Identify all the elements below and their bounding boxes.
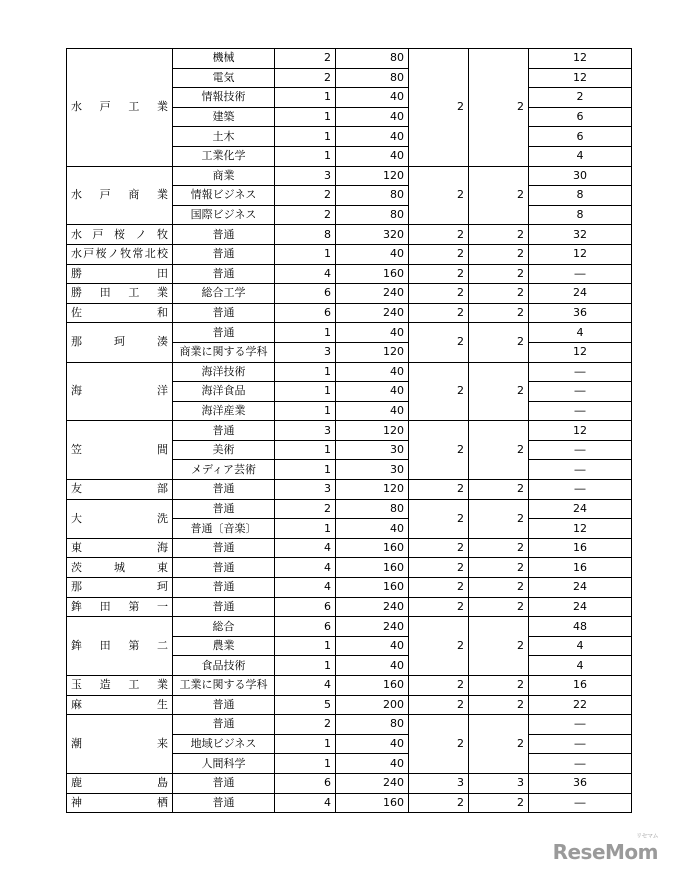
department-cell: 総合工学 (173, 284, 275, 304)
classes-cell: 1 (275, 127, 336, 147)
value-a-cell: 2 (409, 793, 469, 813)
value-c-cell: 24 (529, 284, 632, 304)
value-a-cell: 2 (409, 49, 469, 167)
value-c-cell: 12 (529, 519, 632, 539)
capacity-cell: 40 (336, 146, 409, 166)
school-name-cell: 海 洋 (67, 362, 173, 421)
school-name-cell: 潮 来 (67, 715, 173, 774)
value-b-cell: 2 (469, 480, 529, 500)
capacity-cell: 120 (336, 166, 409, 186)
capacity-cell: 240 (336, 597, 409, 617)
value-c-cell: 12 (529, 421, 632, 441)
department-cell: 建築 (173, 107, 275, 127)
department-cell: 普通 (173, 303, 275, 323)
classes-cell: 3 (275, 342, 336, 362)
value-b-cell: 2 (469, 303, 529, 323)
department-cell: 地域ビジネス (173, 734, 275, 754)
capacity-cell: 80 (336, 68, 409, 88)
value-b-cell: 2 (469, 225, 529, 245)
classes-cell: 2 (275, 715, 336, 735)
value-c-cell: ― (529, 382, 632, 402)
capacity-cell: 40 (336, 656, 409, 676)
department-cell: 食品技術 (173, 656, 275, 676)
table-row (67, 499, 632, 519)
capacity-cell: 160 (336, 264, 409, 284)
table-row (67, 597, 632, 617)
capacity-cell: 40 (336, 323, 409, 343)
table-row (67, 284, 632, 304)
value-c-cell: 48 (529, 617, 632, 637)
department-cell: 美術 (173, 440, 275, 460)
capacity-cell: 80 (336, 186, 409, 206)
classes-cell: 6 (275, 773, 336, 793)
value-c-cell: ― (529, 734, 632, 754)
department-cell: 機械 (173, 49, 275, 69)
school-name-cell: 那 珂 (67, 578, 173, 598)
value-c-cell: 12 (529, 244, 632, 264)
value-c-cell: 2 (529, 88, 632, 108)
table-row (67, 225, 632, 245)
classes-cell: 1 (275, 244, 336, 264)
value-b-cell: 2 (469, 676, 529, 696)
value-a-cell: 2 (409, 617, 469, 676)
table-row (67, 244, 632, 264)
department-cell: 商業に関する学科 (173, 342, 275, 362)
capacity-cell: 160 (336, 578, 409, 598)
table-row (67, 421, 632, 441)
value-a-cell: 2 (409, 480, 469, 500)
value-c-cell: 4 (529, 656, 632, 676)
capacity-cell: 40 (336, 362, 409, 382)
department-cell: 普通〔音楽〕 (173, 519, 275, 539)
value-c-cell: 32 (529, 225, 632, 245)
value-b-cell: 2 (469, 264, 529, 284)
classes-cell: 4 (275, 578, 336, 598)
value-a-cell: 2 (409, 578, 469, 598)
value-a-cell: 2 (409, 538, 469, 558)
school-name-cell: 水 戸 商 業 (67, 166, 173, 225)
school-name-cell: 那 珂 湊 (67, 323, 173, 362)
value-b-cell: 2 (469, 323, 529, 362)
value-c-cell: 6 (529, 127, 632, 147)
value-a-cell: 2 (409, 715, 469, 774)
classes-cell: 4 (275, 538, 336, 558)
classes-cell: 1 (275, 323, 336, 343)
classes-cell: 2 (275, 186, 336, 206)
value-b-cell: 2 (469, 362, 529, 421)
capacity-cell: 80 (336, 715, 409, 735)
department-cell: 普通 (173, 578, 275, 598)
value-b-cell: 2 (469, 284, 529, 304)
classes-cell: 1 (275, 460, 336, 480)
admissions-table-body (67, 49, 632, 813)
classes-cell: 8 (275, 225, 336, 245)
department-cell: 海洋技術 (173, 362, 275, 382)
table-row (67, 323, 632, 343)
classes-cell: 2 (275, 499, 336, 519)
value-a-cell: 2 (409, 695, 469, 715)
capacity-cell: 120 (336, 480, 409, 500)
table-row (67, 578, 632, 598)
value-b-cell: 2 (469, 597, 529, 617)
value-c-cell: ― (529, 754, 632, 774)
value-c-cell: 8 (529, 205, 632, 225)
value-a-cell: 2 (409, 244, 469, 264)
value-a-cell: 2 (409, 597, 469, 617)
department-cell: 普通 (173, 323, 275, 343)
school-name-cell: 笠 間 (67, 421, 173, 480)
capacity-cell: 40 (336, 88, 409, 108)
value-b-cell: 2 (469, 558, 529, 578)
value-c-cell: ― (529, 793, 632, 813)
capacity-cell: 240 (336, 773, 409, 793)
value-b-cell: 3 (469, 773, 529, 793)
table-row (67, 166, 632, 186)
value-c-cell: 36 (529, 773, 632, 793)
value-c-cell: 12 (529, 68, 632, 88)
classes-cell: 1 (275, 88, 336, 108)
department-cell: 国際ビジネス (173, 205, 275, 225)
department-cell: 土木 (173, 127, 275, 147)
table-row (67, 362, 632, 382)
value-c-cell: ― (529, 264, 632, 284)
department-cell: 普通 (173, 597, 275, 617)
department-cell: 電気 (173, 68, 275, 88)
value-c-cell: 4 (529, 323, 632, 343)
value-a-cell: 2 (409, 303, 469, 323)
school-name-cell: 茨 城 東 (67, 558, 173, 578)
school-name-cell: 水戸桜ノ牧常北校 (67, 244, 173, 264)
value-c-cell: ― (529, 440, 632, 460)
department-cell: 商業 (173, 166, 275, 186)
value-b-cell: 2 (469, 166, 529, 225)
capacity-cell: 160 (336, 558, 409, 578)
classes-cell: 1 (275, 754, 336, 774)
department-cell: 海洋食品 (173, 382, 275, 402)
school-name-cell: 水戸桜ノ牧 (67, 225, 173, 245)
value-c-cell: 16 (529, 558, 632, 578)
classes-cell: 1 (275, 107, 336, 127)
classes-cell: 1 (275, 362, 336, 382)
department-cell: 普通 (173, 558, 275, 578)
capacity-cell: 80 (336, 49, 409, 69)
value-c-cell: 16 (529, 676, 632, 696)
school-name-cell: 勝 田 工 業 (67, 284, 173, 304)
department-cell: 情報技術 (173, 88, 275, 108)
department-cell: 普通 (173, 793, 275, 813)
classes-cell: 2 (275, 205, 336, 225)
classes-cell: 1 (275, 656, 336, 676)
value-c-cell: 24 (529, 578, 632, 598)
resemom-watermark (552, 833, 658, 864)
department-cell: 普通 (173, 244, 275, 264)
classes-cell: 6 (275, 617, 336, 637)
school-name-cell: 鉾 田 第 二 (67, 617, 173, 676)
capacity-cell: 160 (336, 538, 409, 558)
department-cell: 普通 (173, 264, 275, 284)
capacity-cell: 200 (336, 695, 409, 715)
classes-cell: 1 (275, 519, 336, 539)
classes-cell: 4 (275, 793, 336, 813)
school-name-cell: 大 洗 (67, 499, 173, 538)
classes-cell: 1 (275, 440, 336, 460)
school-name-cell: 東 海 (67, 538, 173, 558)
value-c-cell: ― (529, 460, 632, 480)
value-a-cell: 2 (409, 323, 469, 362)
capacity-cell: 40 (336, 754, 409, 774)
value-a-cell: 2 (409, 225, 469, 245)
value-c-cell: 36 (529, 303, 632, 323)
value-a-cell: 2 (409, 362, 469, 421)
table-row (67, 676, 632, 696)
value-a-cell: 2 (409, 166, 469, 225)
value-b-cell: 2 (469, 617, 529, 676)
admissions-table (66, 48, 632, 813)
classes-cell: 1 (275, 734, 336, 754)
department-cell: 普通 (173, 538, 275, 558)
classes-cell: 6 (275, 303, 336, 323)
classes-cell: 2 (275, 68, 336, 88)
value-c-cell: 4 (529, 146, 632, 166)
table-row (67, 773, 632, 793)
value-b-cell: 2 (469, 578, 529, 598)
classes-cell: 4 (275, 264, 336, 284)
department-cell: 工業に関する学科 (173, 676, 275, 696)
value-a-cell: 2 (409, 499, 469, 538)
value-b-cell: 2 (469, 49, 529, 167)
classes-cell: 3 (275, 166, 336, 186)
value-b-cell: 2 (469, 421, 529, 480)
department-cell: 情報ビジネス (173, 186, 275, 206)
value-b-cell: 2 (469, 499, 529, 538)
capacity-cell: 40 (336, 382, 409, 402)
school-name-cell: 鹿 島 (67, 773, 173, 793)
value-b-cell: 2 (469, 538, 529, 558)
table-row (67, 617, 632, 637)
classes-cell: 4 (275, 676, 336, 696)
table-row (67, 49, 632, 69)
school-name-cell: 神 栖 (67, 793, 173, 813)
capacity-cell: 160 (336, 676, 409, 696)
classes-cell: 6 (275, 597, 336, 617)
value-c-cell: 16 (529, 538, 632, 558)
watermark-small-text: リセマム (636, 833, 658, 840)
capacity-cell: 40 (336, 107, 409, 127)
value-b-cell: 2 (469, 695, 529, 715)
value-a-cell: 2 (409, 264, 469, 284)
capacity-cell: 40 (336, 519, 409, 539)
capacity-cell: 120 (336, 342, 409, 362)
table-row (67, 793, 632, 813)
department-cell: メディア芸術 (173, 460, 275, 480)
value-c-cell: 4 (529, 636, 632, 656)
value-a-cell: 2 (409, 558, 469, 578)
capacity-cell: 80 (336, 205, 409, 225)
classes-cell: 1 (275, 636, 336, 656)
classes-cell: 1 (275, 382, 336, 402)
department-cell: 普通 (173, 499, 275, 519)
table-row (67, 480, 632, 500)
school-name-cell: 勝 田 (67, 264, 173, 284)
table-row (67, 715, 632, 735)
value-c-cell: ― (529, 715, 632, 735)
value-c-cell: ― (529, 480, 632, 500)
value-c-cell: ― (529, 401, 632, 421)
capacity-cell: 30 (336, 440, 409, 460)
classes-cell: 1 (275, 146, 336, 166)
department-cell: 普通 (173, 480, 275, 500)
department-cell: 人間科学 (173, 754, 275, 774)
value-b-cell: 2 (469, 244, 529, 264)
department-cell: 海洋産業 (173, 401, 275, 421)
classes-cell: 3 (275, 421, 336, 441)
value-c-cell: 12 (529, 49, 632, 69)
capacity-cell: 40 (336, 734, 409, 754)
capacity-cell: 80 (336, 499, 409, 519)
table-row (67, 538, 632, 558)
department-cell: 普通 (173, 773, 275, 793)
value-b-cell: 2 (469, 715, 529, 774)
classes-cell: 2 (275, 49, 336, 69)
value-c-cell: 12 (529, 342, 632, 362)
capacity-cell: 40 (336, 127, 409, 147)
capacity-cell: 30 (336, 460, 409, 480)
department-cell: 工業化学 (173, 146, 275, 166)
classes-cell: 3 (275, 480, 336, 500)
watermark-text: ReseMom (552, 840, 658, 864)
capacity-cell: 40 (336, 244, 409, 264)
capacity-cell: 240 (336, 303, 409, 323)
value-c-cell: ― (529, 362, 632, 382)
department-cell: 総合 (173, 617, 275, 637)
department-cell: 農業 (173, 636, 275, 656)
capacity-cell: 40 (336, 636, 409, 656)
value-a-cell: 3 (409, 773, 469, 793)
department-cell: 普通 (173, 225, 275, 245)
value-c-cell: 22 (529, 695, 632, 715)
value-a-cell: 2 (409, 284, 469, 304)
department-cell: 普通 (173, 695, 275, 715)
classes-cell: 6 (275, 284, 336, 304)
table-row (67, 303, 632, 323)
value-c-cell: 30 (529, 166, 632, 186)
classes-cell: 1 (275, 401, 336, 421)
value-b-cell: 2 (469, 793, 529, 813)
capacity-cell: 120 (336, 421, 409, 441)
school-name-cell: 友 部 (67, 480, 173, 500)
value-a-cell: 2 (409, 676, 469, 696)
table-row (67, 264, 632, 284)
value-c-cell: 6 (529, 107, 632, 127)
school-name-cell: 佐 和 (67, 303, 173, 323)
value-c-cell: 24 (529, 597, 632, 617)
capacity-cell: 240 (336, 617, 409, 637)
capacity-cell: 160 (336, 793, 409, 813)
table-row (67, 558, 632, 578)
value-a-cell: 2 (409, 421, 469, 480)
school-name-cell: 鉾 田 第 一 (67, 597, 173, 617)
capacity-cell: 240 (336, 284, 409, 304)
value-c-cell: 8 (529, 186, 632, 206)
department-cell: 普通 (173, 421, 275, 441)
table-row (67, 695, 632, 715)
school-name-cell: 水 戸 工 業 (67, 49, 173, 167)
school-name-cell: 麻 生 (67, 695, 173, 715)
value-c-cell: 24 (529, 499, 632, 519)
classes-cell: 4 (275, 558, 336, 578)
school-name-cell: 玉 造 工 業 (67, 676, 173, 696)
classes-cell: 5 (275, 695, 336, 715)
capacity-cell: 40 (336, 401, 409, 421)
department-cell: 普通 (173, 715, 275, 735)
capacity-cell: 320 (336, 225, 409, 245)
